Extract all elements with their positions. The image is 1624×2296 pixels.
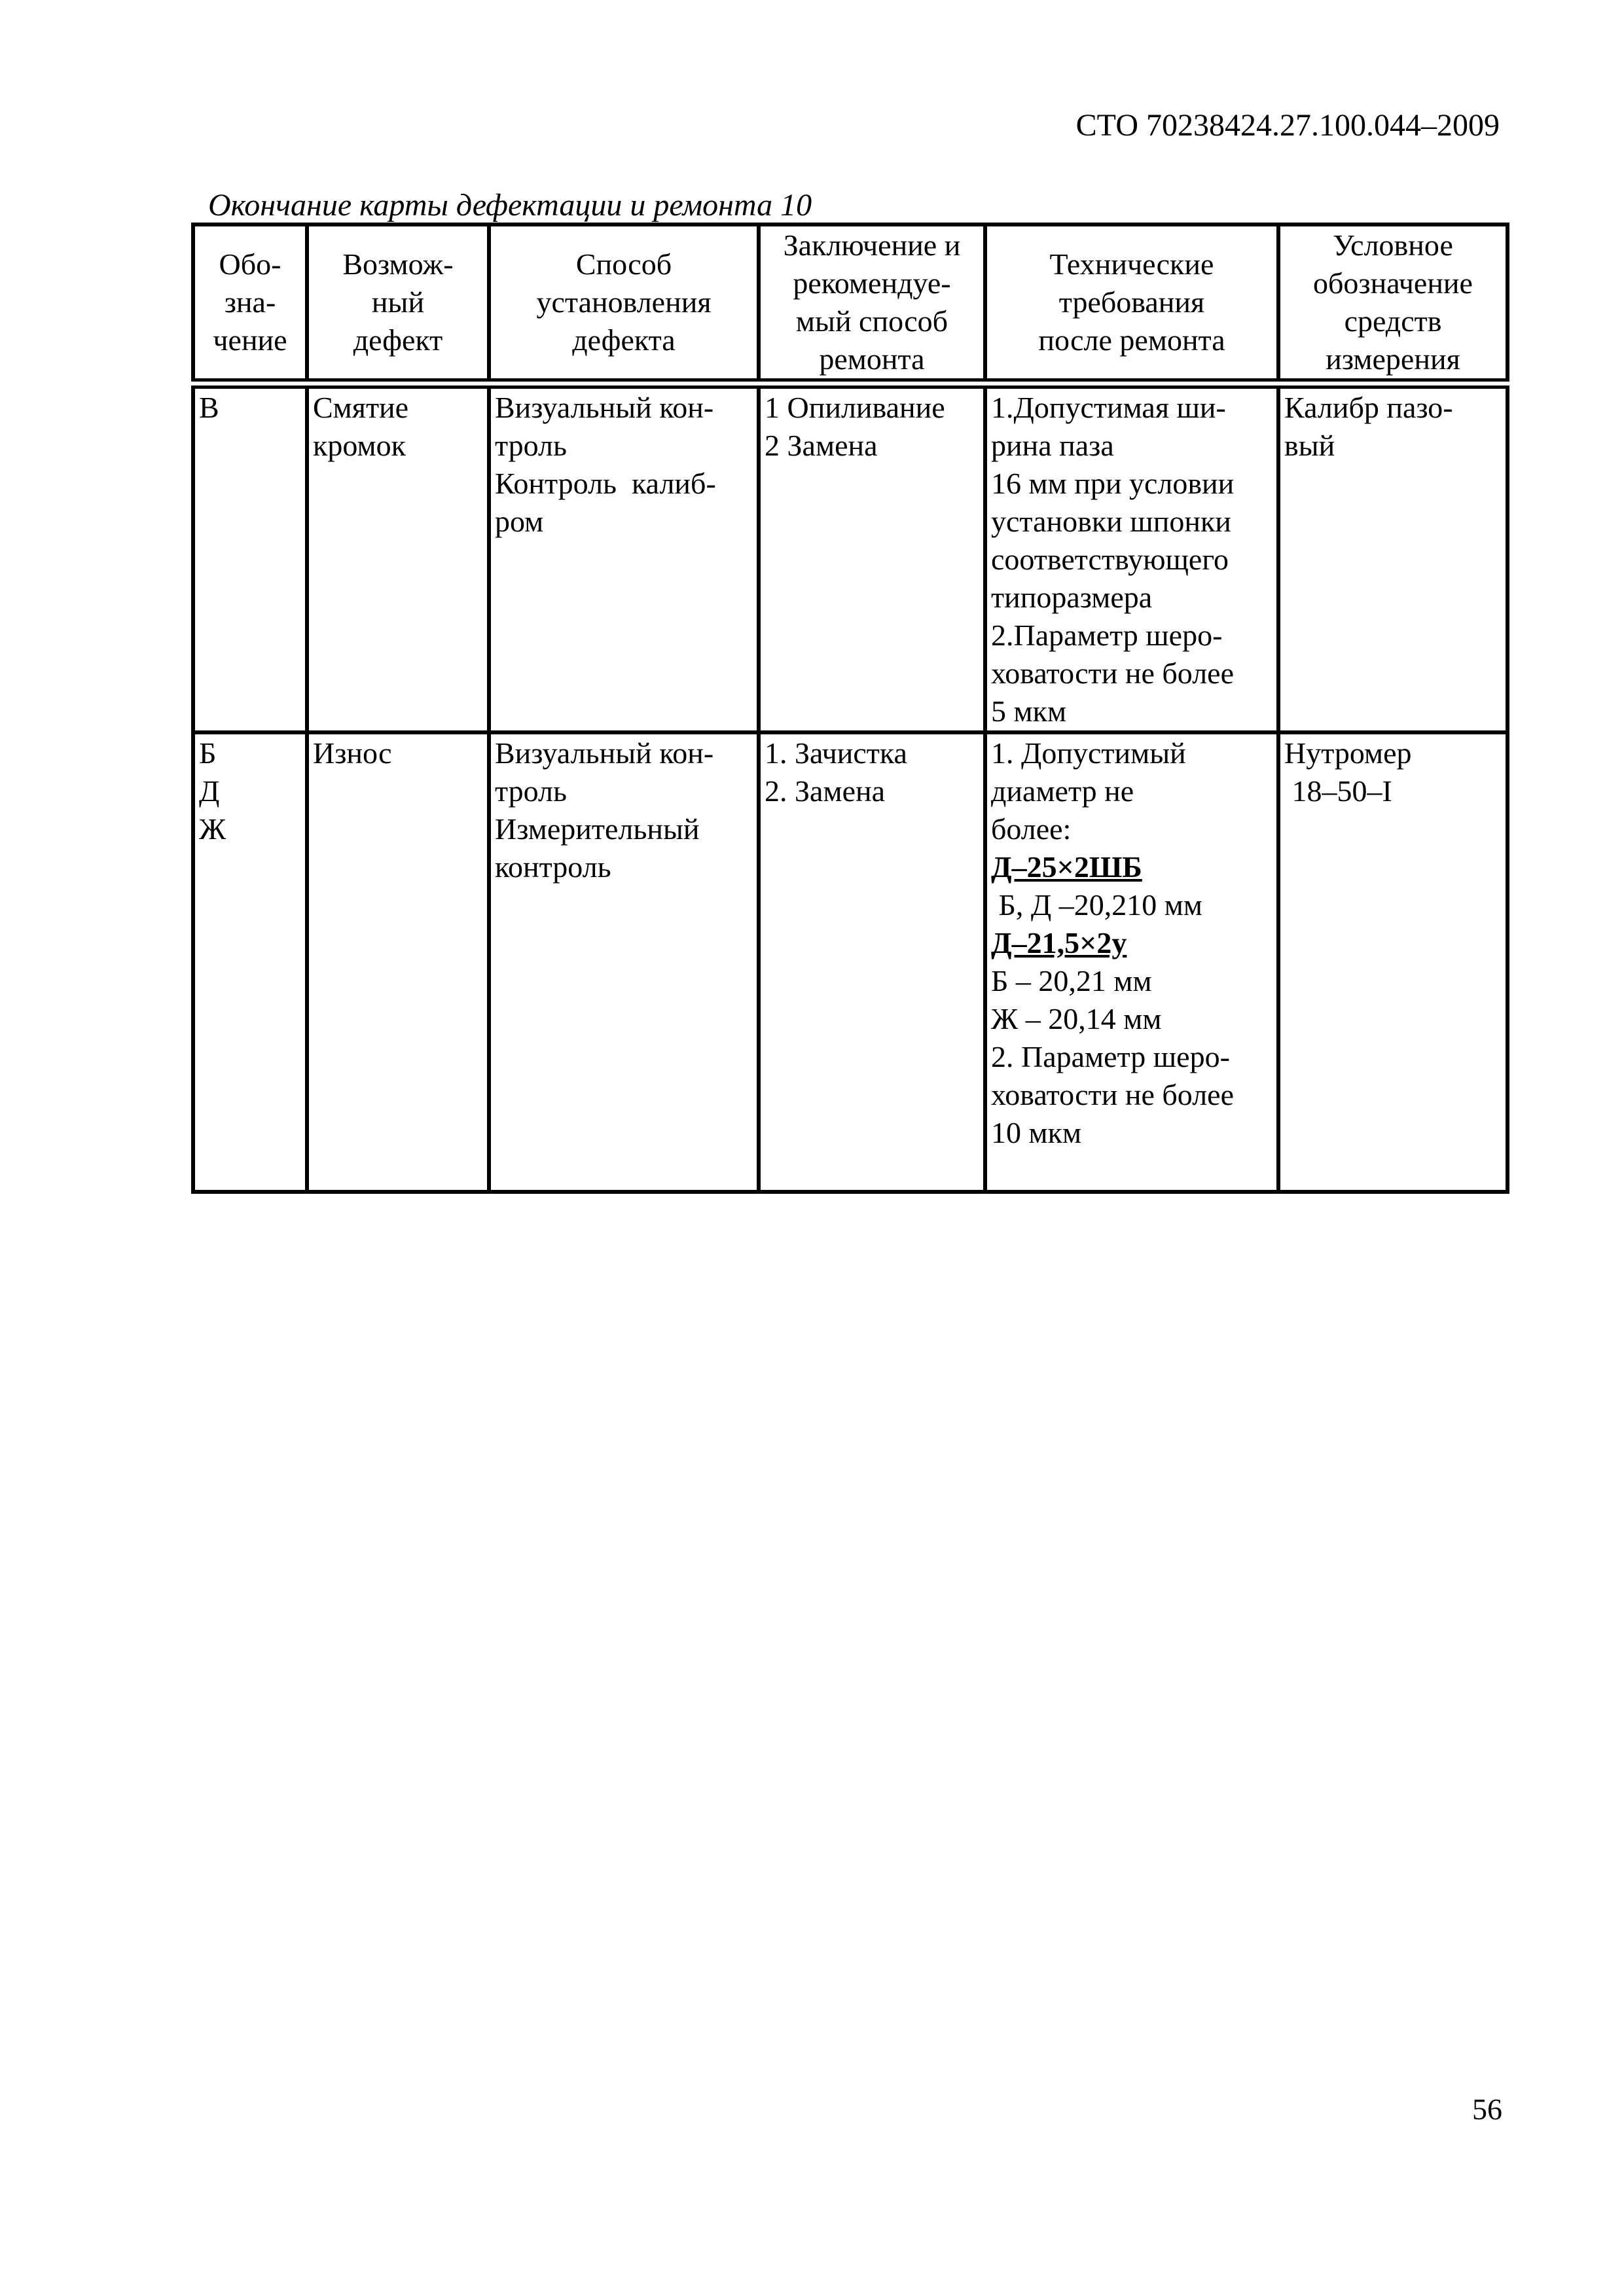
cell-text: 18–50–I [1284, 774, 1392, 808]
cell-repair [759, 384, 985, 732]
header-text: требования [1058, 285, 1205, 319]
header-repair [759, 224, 985, 384]
cell-defect [307, 384, 489, 732]
header-text: Способ [575, 247, 672, 281]
header-text: Условное [1333, 228, 1453, 262]
cell-text: 1. Зачистка [765, 736, 907, 770]
cell-text: Калибр пазо- [1284, 391, 1453, 424]
cell-text: Б – 20,21 мм [991, 964, 1152, 997]
cell-text: более: [991, 812, 1072, 846]
cell-designation [193, 732, 307, 1192]
cell-text: контроль [495, 850, 611, 884]
cell-text: ховатости не более [991, 656, 1234, 690]
cell-text: Д [199, 774, 220, 808]
cell-text: Контроль калиб- [495, 467, 716, 500]
cell-designation [193, 384, 307, 732]
page-number: 56 [1472, 2092, 1502, 2126]
header-instruments [1278, 224, 1507, 384]
header-text: после ремонта [1038, 323, 1225, 357]
cell-text: 1 Опиливание [765, 391, 945, 424]
header-defect [307, 224, 489, 384]
cell-method [489, 384, 759, 732]
cell-text: установки шпонки [991, 505, 1231, 538]
cell-text: ховатости не более [991, 1078, 1234, 1111]
cell-text: Ж [199, 812, 226, 846]
header-method [489, 224, 759, 384]
cell-text: В [199, 391, 219, 424]
header-requirements [985, 224, 1278, 384]
table-header-row [193, 224, 1507, 384]
cell-instruments [1278, 384, 1507, 732]
header-text: установления [536, 285, 712, 319]
cell-method [489, 732, 759, 1192]
header-text: средств [1344, 304, 1442, 338]
cell-repair [759, 732, 985, 1192]
cell-text: вый [1284, 429, 1335, 462]
header-text: чение [213, 323, 287, 357]
cell-text: Измерительный [495, 812, 700, 846]
cell-text: 2. Параметр шеро- [991, 1040, 1230, 1073]
cell-text: Нутромер [1284, 736, 1412, 770]
cell-text: ром [495, 505, 544, 538]
cell-requirements [985, 384, 1278, 732]
cell-requirements [985, 732, 1278, 1192]
header-text: ремонта [819, 342, 925, 376]
cell-text: Ж – 20,14 мм [991, 1002, 1162, 1035]
header-text: измерения [1326, 342, 1460, 376]
header-designation [193, 224, 307, 384]
cell-text: типоразмера [991, 581, 1153, 614]
defect-repair-table [191, 223, 1509, 1194]
header-text: ный [371, 285, 425, 319]
size-designation: Д–21,5×2у [991, 926, 1127, 960]
cell-instruments [1278, 732, 1507, 1192]
header-text: рекомендуе- [793, 266, 951, 300]
cell-text: соответствующего [991, 543, 1229, 576]
document-code: СТО 70238424.27.100.044–2009 [1075, 108, 1500, 143]
cell-text: 5 мкм [991, 694, 1067, 728]
table-caption: Окончание карты дефектации и ремонта 10 [208, 188, 812, 223]
cell-text: рина паза [991, 429, 1114, 462]
size-designation: Д–25×2ШБ [991, 850, 1142, 884]
header-text: Заключение и [783, 228, 961, 262]
cell-text: 1. Допустимый [991, 736, 1186, 770]
header-text: зна- [224, 285, 276, 319]
header-text: обозначение [1313, 266, 1473, 300]
cell-text: 2. Замена [765, 774, 886, 808]
cell-text: троль [495, 429, 567, 462]
cell-text: 1.Допустимая ши- [991, 391, 1226, 424]
header-text: Обо- [219, 247, 281, 281]
cell-text: 10 мкм [991, 1116, 1082, 1149]
cell-text: диаметр не [991, 774, 1134, 808]
cell-text: 2.Параметр шеро- [991, 619, 1223, 652]
cell-text: троль [495, 774, 567, 808]
cell-text: Визуальный кон- [495, 736, 714, 770]
header-text: Возмож- [342, 247, 454, 281]
cell-defect [307, 732, 489, 1192]
table-row [193, 384, 1507, 732]
header-text: дефекта [572, 323, 676, 357]
cell-text: Смятие [313, 391, 409, 424]
header-text: мый способ [795, 304, 948, 338]
header-text: Технические [1049, 247, 1214, 281]
cell-text: 16 мм при условии [991, 467, 1235, 500]
header-text: дефект [353, 323, 443, 357]
cell-text: кромок [313, 429, 406, 462]
cell-text: Б, Д –20,210 мм [991, 888, 1203, 922]
cell-text: Б [199, 736, 217, 770]
table-row [193, 732, 1507, 1192]
cell-text: Визуальный кон- [495, 391, 714, 424]
cell-text: 2 Замена [765, 429, 878, 462]
cell-text: Износ [313, 736, 392, 770]
